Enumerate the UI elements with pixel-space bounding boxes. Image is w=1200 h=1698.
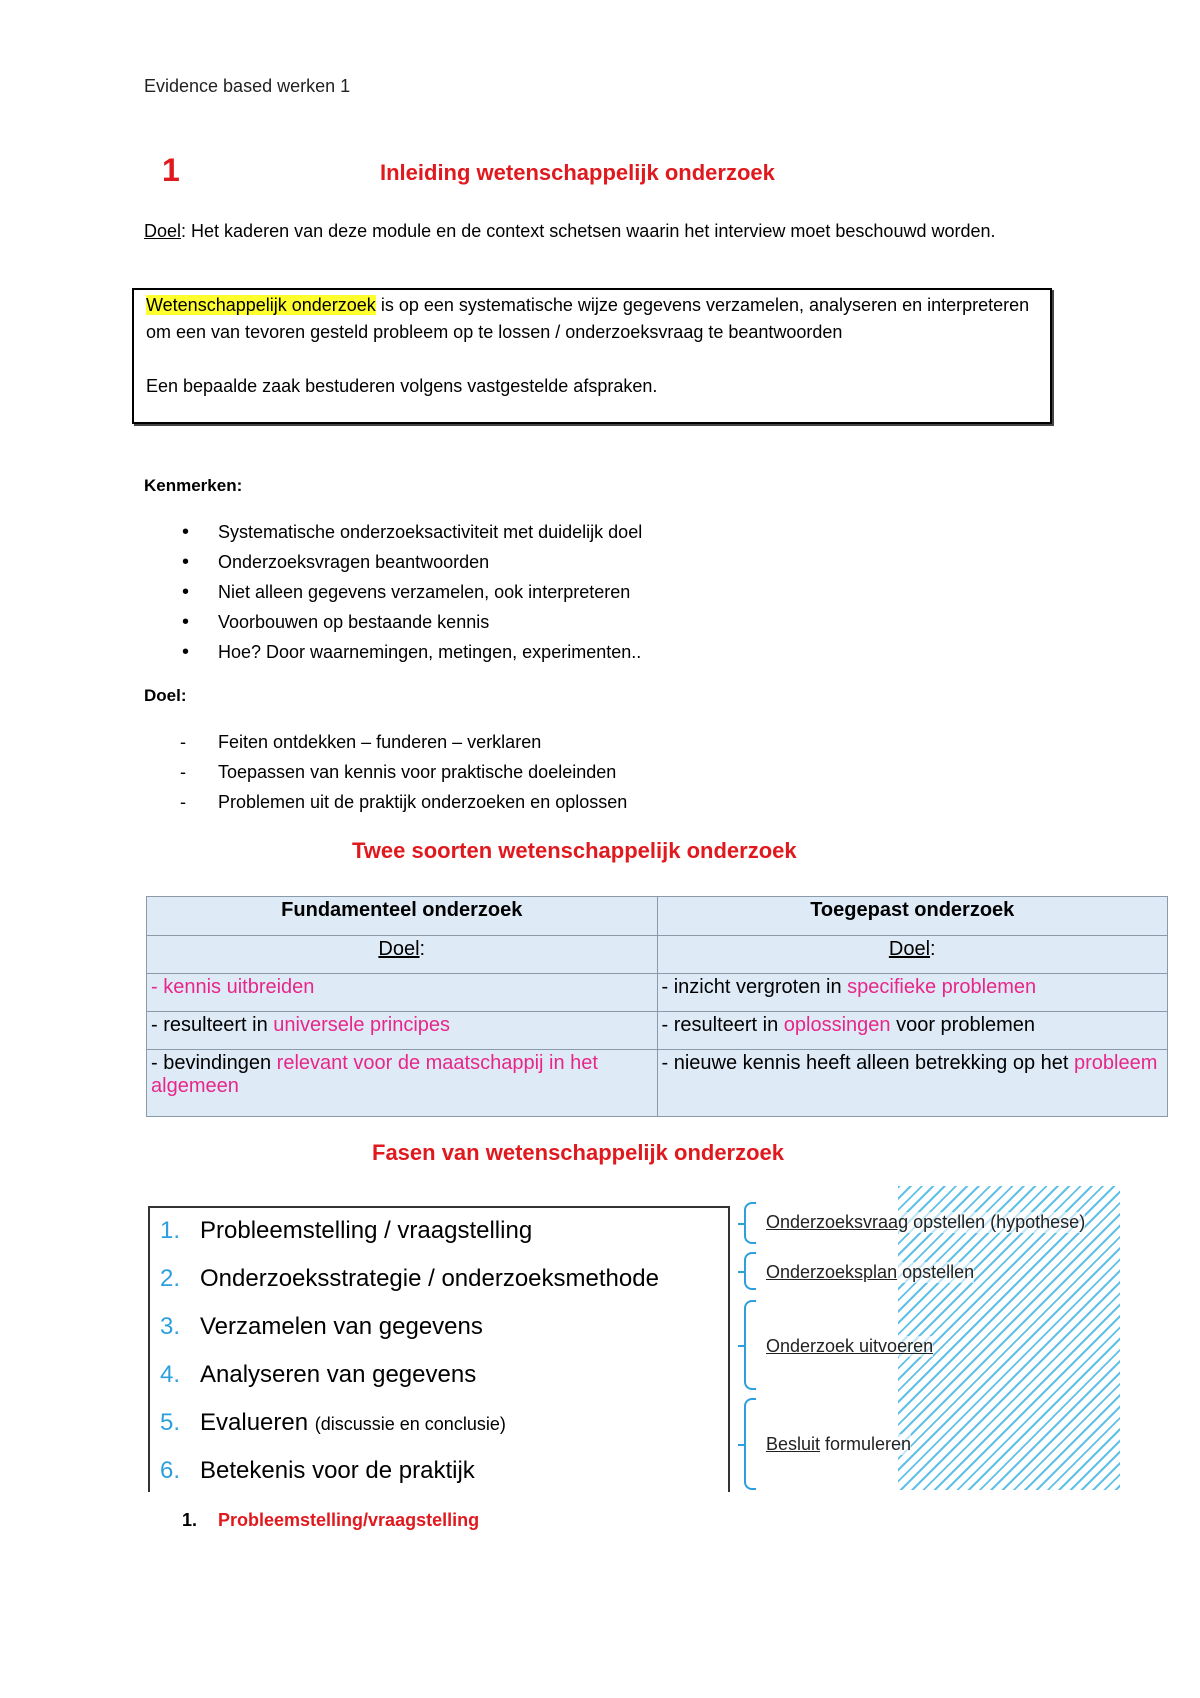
table-cell xyxy=(147,1012,658,1050)
step-number: 1. xyxy=(160,1217,181,1244)
phase-label-underlined: Onderzoek uitvoeren xyxy=(766,1336,934,1356)
pink-text: oplossingen xyxy=(783,1014,891,1036)
next-section-number: 1. xyxy=(182,1510,198,1530)
phase-label-underlined: Besluit xyxy=(766,1434,821,1454)
types-table xyxy=(146,896,1168,1117)
phase-step xyxy=(160,1264,659,1294)
phase-label xyxy=(766,1336,933,1357)
list-item: • Voorbouwen op bestaande kennis xyxy=(176,607,642,637)
list-item: - Problemen uit de praktijk onderzoeken en oplossen xyxy=(176,787,627,817)
step-number: 2. xyxy=(160,1265,181,1292)
definition-box xyxy=(132,288,1052,424)
table-row xyxy=(147,974,1168,1012)
table-cell xyxy=(147,974,658,1012)
definition-term: Wetenschappelijk onderzoek xyxy=(146,295,376,315)
step-text: Analyseren van gegevens xyxy=(200,1361,477,1388)
col-header-toegepast: Toegepast onderzoek xyxy=(657,897,1168,936)
next-section-title: Probleemstelling/vraagstelling xyxy=(218,1510,480,1530)
phase-label-rest: opstellen (hypothese) xyxy=(908,1212,1086,1232)
doel-cell-right xyxy=(657,936,1168,974)
pink-text: specifieke problemen xyxy=(847,976,1037,998)
step-number: 6. xyxy=(160,1457,181,1484)
phase-label-rest: formuleren xyxy=(820,1434,912,1454)
phases-title: Fasen van wetenschappelijk onderzoek xyxy=(372,1140,785,1165)
phases-steps-box xyxy=(148,1206,730,1492)
step-number: 3. xyxy=(160,1313,181,1340)
table-cell xyxy=(147,1050,658,1117)
phase-label-underlined: Onderzoeksplan xyxy=(766,1262,898,1282)
brace-icon xyxy=(744,1300,756,1390)
phase-step xyxy=(160,1456,475,1486)
step-number: 5. xyxy=(160,1409,181,1436)
table-cell xyxy=(657,1050,1168,1117)
list-item: - Feiten ontdekken – funderen – verklaren xyxy=(176,727,627,757)
kenmerken-list xyxy=(176,517,642,667)
doel-colon: : xyxy=(930,938,936,960)
phase-step xyxy=(160,1312,483,1342)
step-text: Evalueren xyxy=(200,1409,315,1436)
definition-text: is op een systematische wijze gegevens verzamelen, analyseren en interpreteren om een van tevoren gesteld probleem op te lossen / onderzoeksvraag te beantwoorden xyxy=(146,295,1030,342)
next-section-heading xyxy=(182,1510,479,1531)
brace-icon xyxy=(744,1202,756,1244)
list-item: - Toepassen van kennis voor praktische doeleinden xyxy=(176,757,627,787)
list-item: • Systematische onderzoeksactiviteit met duidelijk doel xyxy=(176,517,642,547)
plain-text: resulteert in xyxy=(673,1014,784,1036)
list-item: • Niet alleen gegevens verzamelen, ook interpreteren xyxy=(176,577,642,607)
brace-icon xyxy=(744,1398,756,1490)
phase-step xyxy=(160,1360,476,1390)
list-item: • Onderzoeksvragen beantwoorden xyxy=(176,547,642,577)
step-note: (discussie en conclusie) xyxy=(314,1414,506,1434)
step-text: Verzamelen van gegevens xyxy=(200,1313,483,1340)
phase-label xyxy=(766,1262,974,1283)
col-header-fundamenteel: Fundamenteel onderzoek xyxy=(147,897,658,936)
doel-list xyxy=(176,727,627,817)
dash: - xyxy=(661,1014,674,1036)
plain-text: resulteert in xyxy=(163,1014,274,1036)
phase-label xyxy=(766,1434,911,1455)
pink-text: universele principes xyxy=(273,1014,451,1036)
types-title: Twee soorten wetenschappelijk onderzoek xyxy=(352,838,797,863)
chapter-title: Inleiding wetenschappelijk onderzoek xyxy=(380,160,775,185)
dash: - xyxy=(151,976,164,998)
step-text: Betekenis voor de praktijk xyxy=(200,1457,475,1484)
doel-cell-left xyxy=(147,936,658,974)
phase-label xyxy=(766,1212,1085,1233)
doel-text: : Het kaderen van deze module en de context schetsen waarin het interview moet beschouwd worden. xyxy=(181,221,996,241)
doel-label: Doel xyxy=(378,938,420,960)
phase-step xyxy=(160,1216,532,1246)
dash: - xyxy=(661,1052,674,1074)
brace-icon xyxy=(744,1252,756,1290)
page-header: Evidence based werken 1 xyxy=(144,76,351,96)
doel-intro xyxy=(144,216,1044,246)
plain-text: inzicht vergroten in xyxy=(673,976,848,998)
definition-extra: Een bepaalde zaak bestuderen volgens vastgestelde afspraken. xyxy=(146,376,658,396)
step-text: Onderzoeksstrategie / onderzoeksmethode xyxy=(200,1265,659,1292)
pink-text: relevant voor de maatschappij in het algemeen xyxy=(151,1052,598,1097)
plain-text: nieuwe kennis heeft alleen betrekking op het xyxy=(673,1052,1074,1074)
table-row xyxy=(147,1050,1168,1117)
doel-label: Doel xyxy=(888,938,931,960)
doel-colon: : xyxy=(419,938,426,960)
plain-text: bevindingen xyxy=(163,1052,277,1074)
step-number: 4. xyxy=(160,1361,181,1388)
kenmerken-title: Kenmerken: xyxy=(144,476,243,495)
tail-text: voor problemen xyxy=(890,1014,1036,1036)
chapter-number: 1 xyxy=(162,152,180,188)
table-cell xyxy=(657,1012,1168,1050)
doel-title: Doel: xyxy=(144,686,187,705)
phase-step xyxy=(160,1408,506,1438)
step-text: Probleemstelling / vraagstelling xyxy=(200,1217,533,1244)
dash: - xyxy=(151,1014,164,1036)
dash: - xyxy=(151,1052,164,1074)
doel-label: Doel xyxy=(144,221,182,241)
table-cell xyxy=(657,974,1168,1012)
phase-label-underlined: Onderzoeksvraag xyxy=(766,1212,909,1232)
list-item: • Hoe? Door waarnemingen, metingen, experimenten.. xyxy=(176,637,642,667)
dash: - xyxy=(661,976,674,998)
pink-text: probleem xyxy=(1074,1052,1158,1074)
phase-label-rest: opstellen xyxy=(897,1262,975,1282)
table-row xyxy=(147,1012,1168,1050)
pink-text: kennis uitbreiden xyxy=(163,976,315,998)
